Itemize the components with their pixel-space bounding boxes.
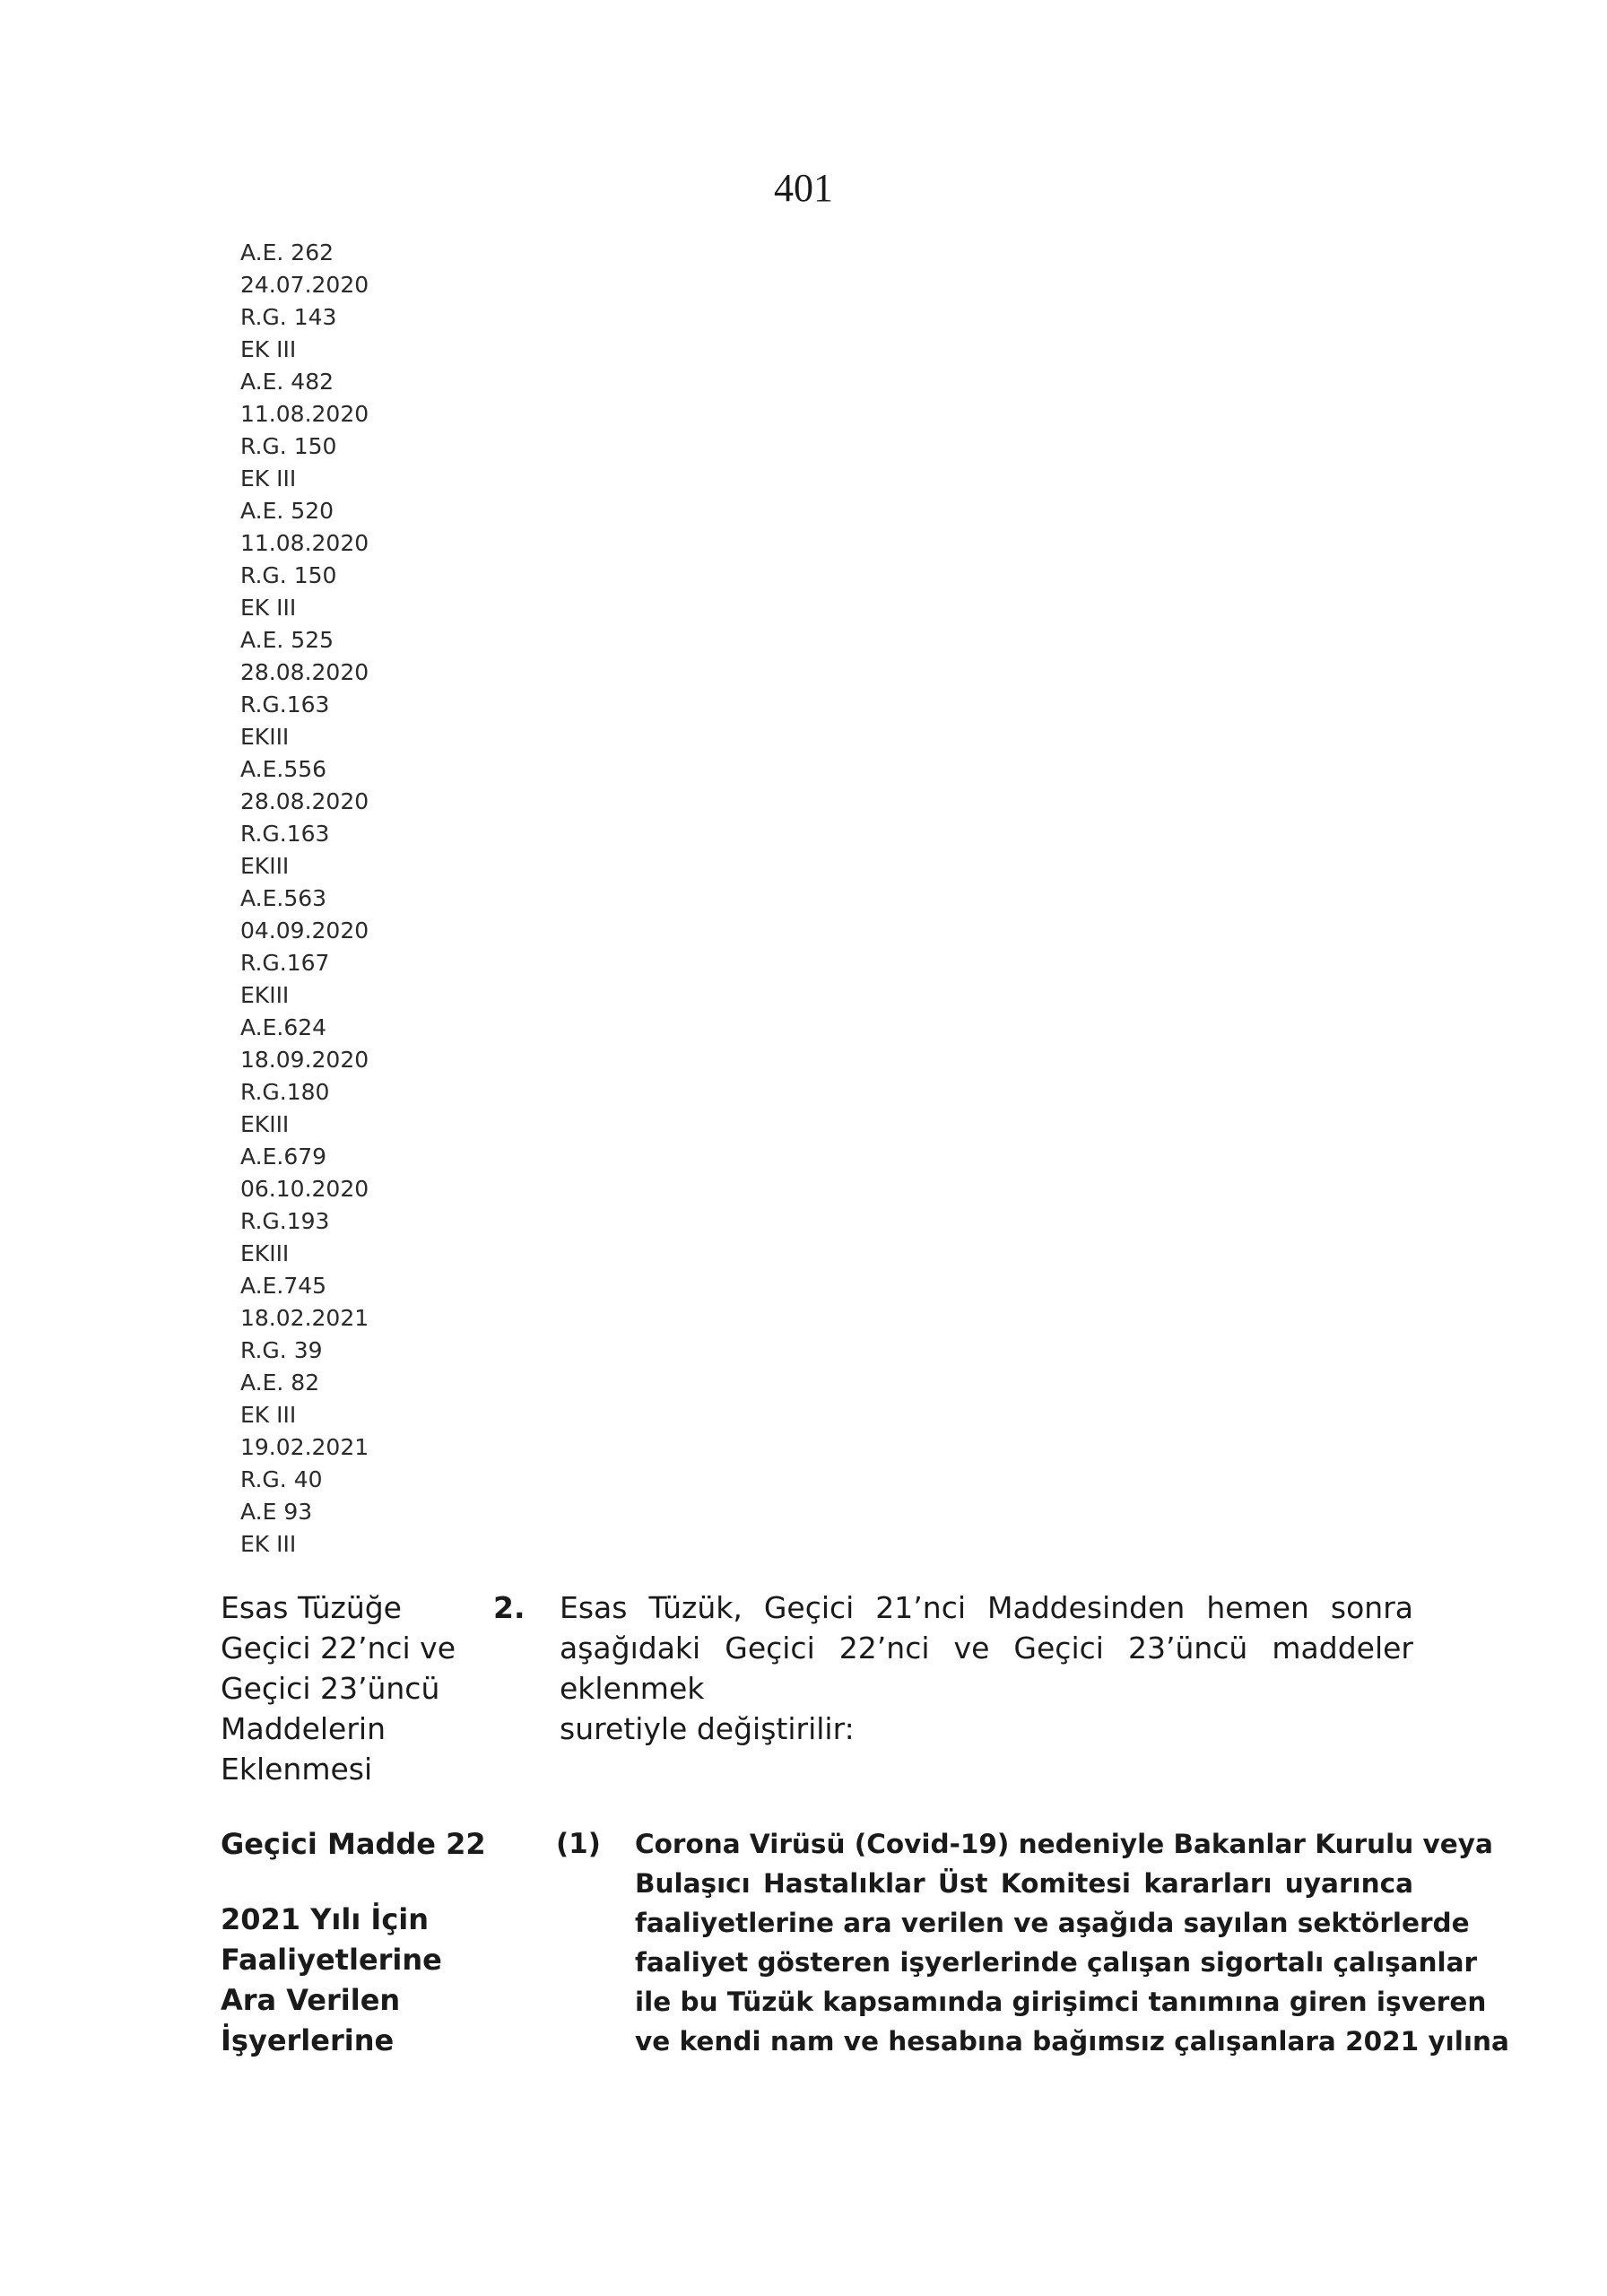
- reference-line: EKIII: [240, 853, 290, 879]
- reference-line: 04.09.2020: [240, 918, 369, 944]
- amendment-side-heading: [221, 1587, 454, 1789]
- reference-line: R.G. 143: [240, 304, 337, 330]
- amendment-text-line: Esas Tüzük, Geçici 21’nci Maddesinden hemen sonra: [560, 1590, 1413, 1625]
- reference-line: EK III: [240, 595, 297, 621]
- reference-line: EK III: [240, 1531, 297, 1557]
- reference-line: A.E. 262: [240, 239, 334, 265]
- reference-line: EKIII: [240, 1240, 290, 1266]
- reference-line: A.E. 482: [240, 369, 334, 395]
- amendment-number: 2.: [493, 1590, 526, 1625]
- reference-line: 11.08.2020: [240, 401, 369, 427]
- reference-line: R.G.163: [240, 821, 330, 847]
- reference-line: EKIII: [240, 982, 290, 1008]
- side-heading-line: Maddelerin: [221, 1711, 387, 1746]
- reference-line: R.G.167: [240, 950, 330, 976]
- reference-line: 06.10.2020: [240, 1176, 369, 1202]
- amendment-text-line: aşağıdaki Geçici 22’nci ve Geçici 23’üncü maddeler eklenmek: [560, 1631, 1413, 1706]
- reference-line: EKIII: [240, 724, 290, 750]
- amendment-text: [560, 1587, 1413, 1749]
- reference-line: 19.02.2021: [240, 1434, 369, 1460]
- reference-line: 24.07.2020: [240, 272, 369, 298]
- amendment-reference-list: [240, 237, 369, 1561]
- paragraph-line: ile bu Tüzük kapsamında girişimci tanımına giren işveren: [635, 1987, 1487, 2017]
- reference-line: A.E. 520: [240, 498, 334, 524]
- paragraph-text: [635, 1824, 1509, 2061]
- reference-line: 28.08.2020: [240, 659, 369, 685]
- paragraph-line: faaliyet gösteren işyerlerinde çalışan sigortalı çalışanlar: [635, 1947, 1478, 1978]
- paragraph-line: Corona Virüsü (Covid-19) nedeniyle Bakanlar Kurulu veya: [635, 1829, 1493, 1859]
- reference-line: A.E.745: [240, 1273, 327, 1299]
- reference-line: R.G.180: [240, 1079, 330, 1105]
- reference-line: EK III: [240, 465, 297, 491]
- reference-line: 18.09.2020: [240, 1047, 369, 1073]
- provisional-article-subtitle: [221, 1900, 454, 2061]
- subtitle-line: Faaliyetlerine: [221, 1943, 442, 1977]
- subtitle-line: İşyerlerine: [221, 2023, 395, 2057]
- reference-line: A.E.556: [240, 756, 327, 782]
- reference-line: A.E. 82: [240, 1370, 320, 1396]
- side-heading-line: Geçici 23’üncü: [221, 1671, 440, 1706]
- reference-line: A.E.679: [240, 1144, 327, 1170]
- reference-line: R.G.163: [240, 691, 330, 718]
- side-heading-line: Geçici 22’nci ve: [221, 1631, 456, 1665]
- reference-line: R.G.193: [240, 1208, 330, 1234]
- subtitle-line: Ara Verilen: [221, 1983, 401, 2017]
- reference-line: 18.02.2021: [240, 1305, 369, 1331]
- reference-line: 28.08.2020: [240, 788, 369, 814]
- paragraph-line: faaliyetlerine ara verilen ve aşağıda sayılan sektörlerde: [635, 1908, 1470, 1938]
- paragraph-line: Bulaşıcı Hastalıklar Üst Komitesi kararları uyarınca: [635, 1868, 1413, 1899]
- subtitle-line: 2021 Yılı İçin: [221, 1902, 430, 1936]
- side-heading-line: Esas Tüzüğe: [221, 1590, 402, 1625]
- reference-line: R.G. 40: [240, 1466, 323, 1492]
- paragraph-number: (1): [556, 1828, 601, 1860]
- reference-line: R.G. 150: [240, 433, 337, 459]
- reference-line: A.E.563: [240, 885, 327, 911]
- provisional-article-title: Geçici Madde 22: [221, 1827, 486, 1861]
- reference-line: EK III: [240, 1402, 297, 1428]
- page-number: 401: [774, 166, 833, 210]
- paragraph-line: ve kendi nam ve hesabına bağımsız çalışanlara 2021 yılına: [635, 2026, 1509, 2057]
- amendment-text-line: suretiyle değiştirilir:: [560, 1711, 855, 1746]
- side-heading-line: Eklenmesi: [221, 1752, 373, 1787]
- reference-line: A.E. 525: [240, 627, 334, 653]
- reference-line: R.G. 39: [240, 1337, 323, 1363]
- reference-line: EKIII: [240, 1111, 290, 1137]
- reference-line: A.E.624: [240, 1014, 327, 1040]
- reference-line: EK III: [240, 336, 297, 362]
- reference-line: R.G. 150: [240, 562, 337, 588]
- reference-line: A.E 93: [240, 1499, 313, 1525]
- reference-line: 11.08.2020: [240, 530, 369, 556]
